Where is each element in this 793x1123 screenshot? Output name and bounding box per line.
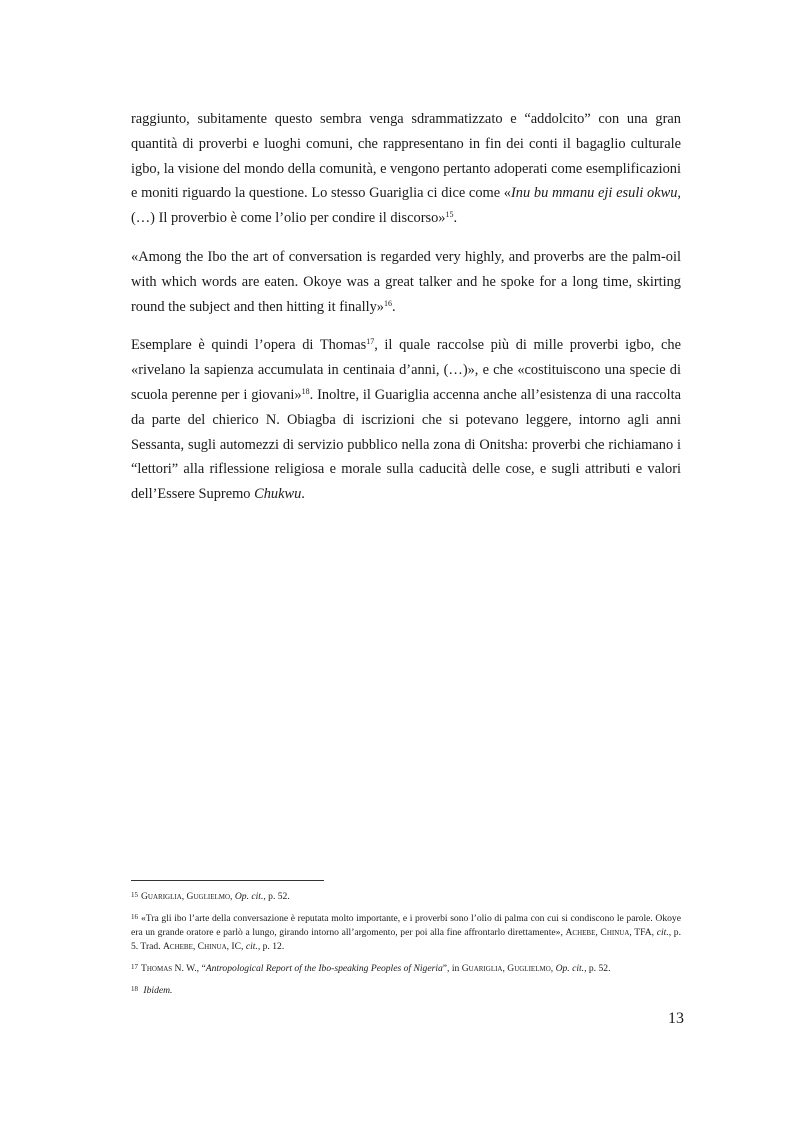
- footnote-ref[interactable]: 15: [445, 210, 454, 220]
- footnote-ref[interactable]: 18: [301, 386, 310, 396]
- deity-name: Chukwu: [254, 486, 302, 503]
- paragraph: Esemplare è quindi l’opera di Thomas$^{17}$, il quale raccolse più di mille proverbi igbo, che «rivelano la sapienza accumulata in centinaia d’anni, (…)», e che «costituiscono una specie di scuola perenne per i giovani»$^{18}$. Inoltre, il Guariglia accenna anche all’esistenza di una raccolta da parte del chierico N. Obiagba di iscrizioni che si potevano leggere, intorno agli anni Sessanta, sugli automezzi di servizio pubblico nella zona di Onitsha: proverbi che richiamano i “lettori” alla riflessione religiosa e morale sulla caducità delle cose, e sugli attributi e valori dell’Essere Supremo Chukwu.: [131, 337, 681, 503]
- footnote-15: $^{15}$ Guariglia, Guglielmo, Op. cit., p. 52.: [131, 891, 290, 902]
- footnote-separator: [131, 880, 324, 881]
- footnote-17: $^{17}$ Thomas N. W., “Antropological Report of the Ibo-speaking Peoples of Nigeria”, in Guariglia, Guglielmo, Op. cit., p. 52.: [131, 963, 611, 974]
- footnote-number: 16: [131, 913, 138, 921]
- body-text: [131, 107, 681, 521]
- footnote-ref[interactable]: 17: [366, 337, 375, 347]
- footnote-number: 18: [131, 985, 138, 993]
- igbo-proverb: Inu bu mmanu eji esuli okwu: [511, 185, 678, 202]
- footnote-number: 15: [131, 891, 138, 899]
- paragraph: raggiunto, subitamente questo sembra venga sdrammatizzato e “addolcito” con una gran quantità di proverbi e luoghi comuni, che rappresentano in fin dei conti il bagaglio culturale igbo, la visione del mondo della comunità, e vengono pertanto adoperati come esemplificazioni e moniti riguardo la questione. Lo stesso Guariglia ci dice come «Inu bu mmanu eji esuli okwu, (…) Il proverbio è come l’olio per condire il discorso»$^{15}$.: [131, 111, 681, 227]
- footnote-16: $^{16}$ «Tra gli ibo l’arte della conversazione è reputata molto importante, e i proverbi sono l’olio di palma con cui si condiscono le parole. Okoye era un grande oratore e parlò a lungo, girando intorno all’argomento, per poi alla fine affrontarlo direttamente», Achebe, Chinua, TFA, cit., p. 5. Trad. Achebe, Chinua, IC, cit., p. 12.: [131, 913, 681, 952]
- footnotes: [131, 888, 681, 1004]
- page-number: 13: [668, 1010, 684, 1027]
- quotation: «Among the Ibo the art of conversation is regarded very highly, and proverbs are the palm-oil with which words are eaten. Okoye was a great talker and he spoke for a long time, skirting round the subject and then hitting it finally»$^{16}$.: [131, 248, 681, 315]
- footnote-ref[interactable]: 16: [384, 298, 392, 308]
- footnote-number: 17: [131, 963, 138, 971]
- footnote-18: $^{18}$ Ibidem.: [131, 985, 173, 996]
